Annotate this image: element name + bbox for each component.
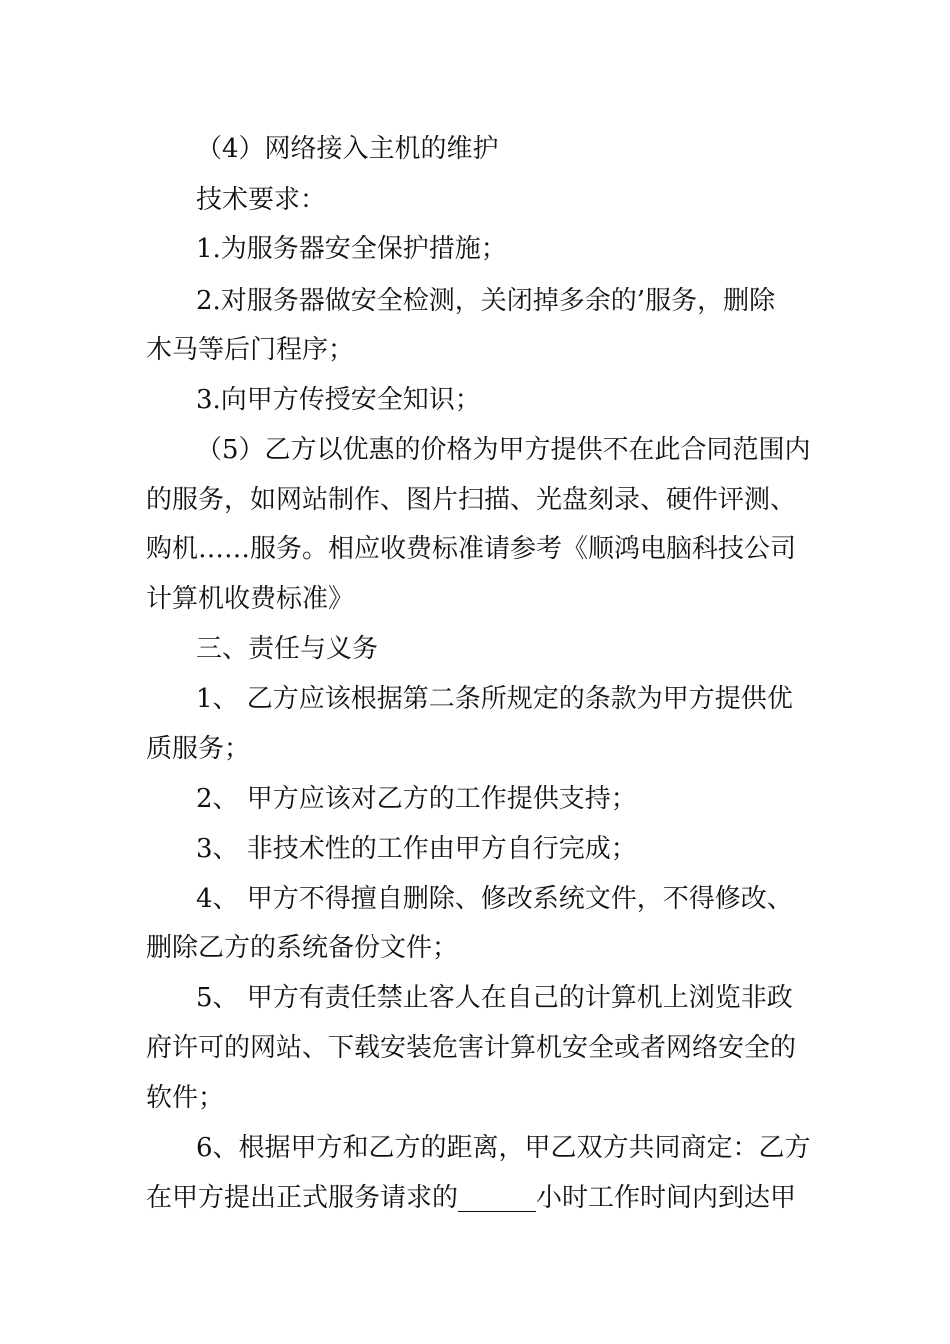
paragraph-line: 6、根据甲方和乙方的距离，甲乙双方共同商定：乙方 — [196, 1133, 811, 1163]
paragraph-line: 4、 甲方不得擅自删除、修改系统文件，不得修改、 — [196, 884, 793, 914]
paragraph-line: 购机……服务。相应收费标准请参考《顺鸿电脑科技公司 — [146, 534, 797, 564]
paragraph-line: 计算机收费标准》 — [146, 584, 355, 614]
paragraph-line: 2.对服务器做安全检测，关闭掉多余的’服务，删除 — [196, 286, 776, 316]
paragraph-line: （5）乙方以优惠的价格为甲方提供不在此合同范围内 — [196, 435, 811, 465]
paragraph-line: 府许可的网站、下载安装危害计算机安全或者网络安全的 — [146, 1033, 797, 1063]
heading-maintenance: （4）网络接入主机的维护 — [196, 134, 499, 164]
paragraph-line: 2、 甲方应该对乙方的工作提供支持； — [196, 784, 637, 814]
paragraph-line: 3.向甲方传授安全知识； — [196, 385, 481, 415]
paragraph-line: 1.为服务器安全保护措施； — [196, 234, 507, 264]
paragraph-line: 的服务，如网站制作、图片扫描、光盘刻录、硬件评测、 — [146, 485, 797, 515]
paragraph-line: 质服务； — [146, 734, 251, 764]
paragraph-line: 软件； — [146, 1083, 225, 1113]
section-heading: 三、责任与义务 — [196, 634, 379, 664]
paragraph-line: 1、 乙方应该根据第二条所规定的条款为甲方提供优 — [196, 684, 793, 714]
paragraph-line: 3、 非技术性的工作由甲方自行完成； — [196, 834, 637, 864]
paragraph-line: 5、 甲方有责任禁止客人在自己的计算机上浏览非政 — [196, 983, 793, 1013]
heading-tech-requirements: 技术要求： — [196, 185, 327, 215]
paragraph-line: 在甲方提出正式服务请求的______小时工作时间内到达甲 — [146, 1183, 797, 1213]
paragraph-line: 木马等后门程序； — [146, 335, 355, 365]
paragraph-line: 删除乙方的系统备份文件； — [146, 933, 459, 963]
